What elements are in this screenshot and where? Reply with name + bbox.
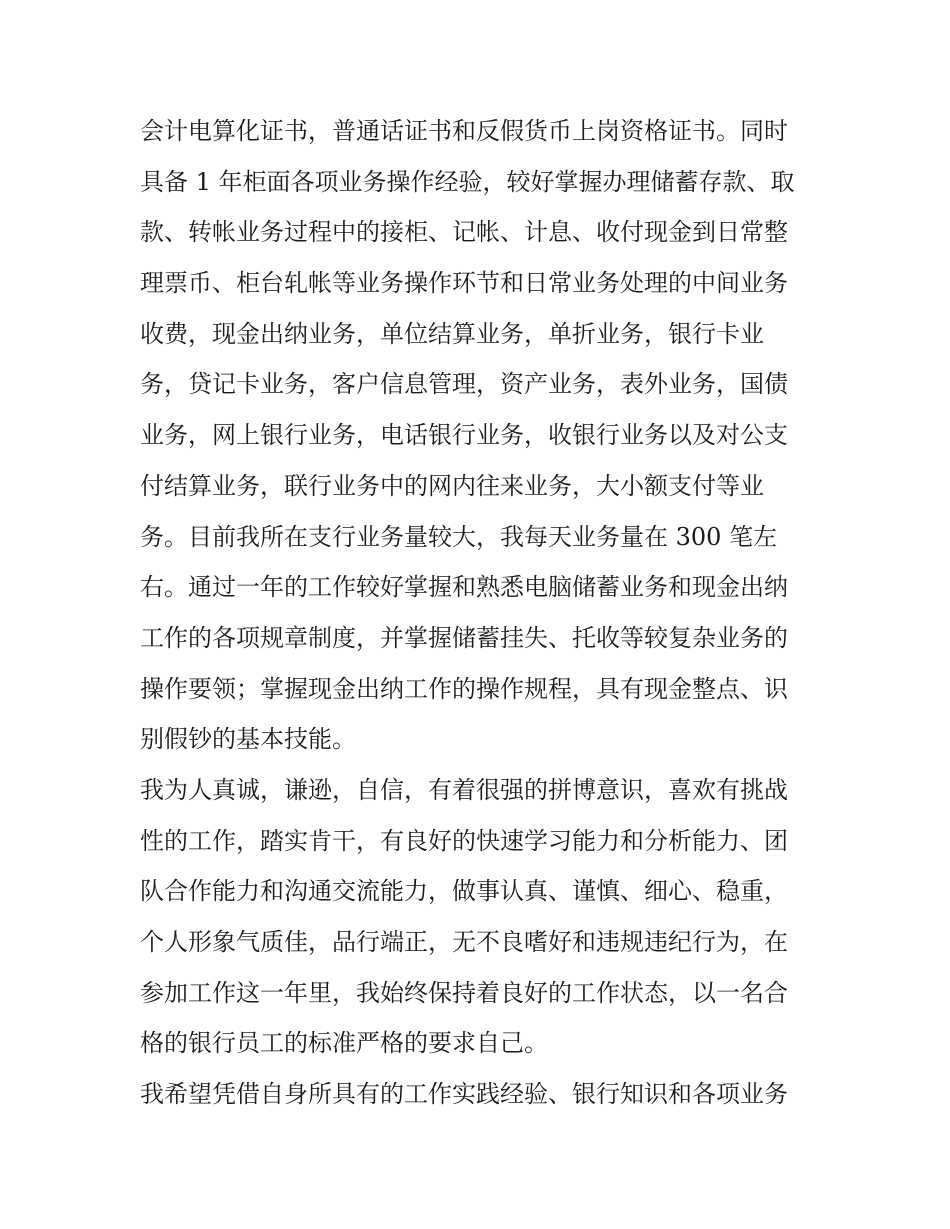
text-line: 右。通过一年的工作较好掌握和熟悉电脑储蓄业务和现金出纳 [140,573,788,602]
text-line: 别假钞的基本技能。 [140,725,356,754]
text-line: 我为人真诚，谦逊，自信，有着很强的拼博意识，喜欢有挑战 [140,775,788,804]
text-line: 性的工作，踏实肯干，有良好的快速学习能力和分析能力、团 [140,826,788,855]
body-text [140,106,820,1120]
text-line: 会计电算化证书，普通话证书和反假货币上岗资格证书。同时 [140,117,788,145]
text-line: 务。目前我所在支行业务量较大，我每天业务量在 300 笔左 [140,522,778,551]
text-line: 理票币、柜台轧帐等业务操作环节和日常业务处理的中间业务 [140,269,788,298]
text-line: 队合作能力和沟通交流能力，做事认真、谨慎、细心、稳重， [140,877,788,906]
text-line: 个人形象气质佳，品行端正，无不良嗜好和违规违纪行为，在 [140,928,788,956]
text-line: 格的银行员工的标准严格的要求自己。 [140,1029,548,1058]
text-line: 操作要领；掌握现金出纳工作的操作规程，具有现金整点、识 [140,674,788,703]
text-line: 具备 1 年柜面各项业务操作经验，较好掌握办理储蓄存款、取 [140,167,795,196]
text-line: 款、转帐业务过程中的接柜、记帐、计息、收付现金到日常整 [140,218,788,247]
text-line: 务，贷记卡业务，客户信息管理，资产业务，表外业务，国债 [140,370,788,399]
text-line: 业务，网上银行业务，电话银行业务，收银行业务以及对公支 [140,421,788,450]
text-line: 工作的各项规章制度，并掌握储蓄挂失、托收等较复杂业务的 [140,623,788,652]
text-line: 我希望凭借自身所具有的工作实践经验、银行知识和各项业务 [140,1080,788,1109]
text-line: 收费，现金出纳业务，单位结算业务，单折业务，银行卡业 [140,319,764,348]
text-line: 付结算业务，联行业务中的网内往来业务，大小额支付等业 [140,471,764,500]
text-line: 参加工作这一年里，我始终保持着良好的工作状态，以一名合 [140,978,788,1007]
